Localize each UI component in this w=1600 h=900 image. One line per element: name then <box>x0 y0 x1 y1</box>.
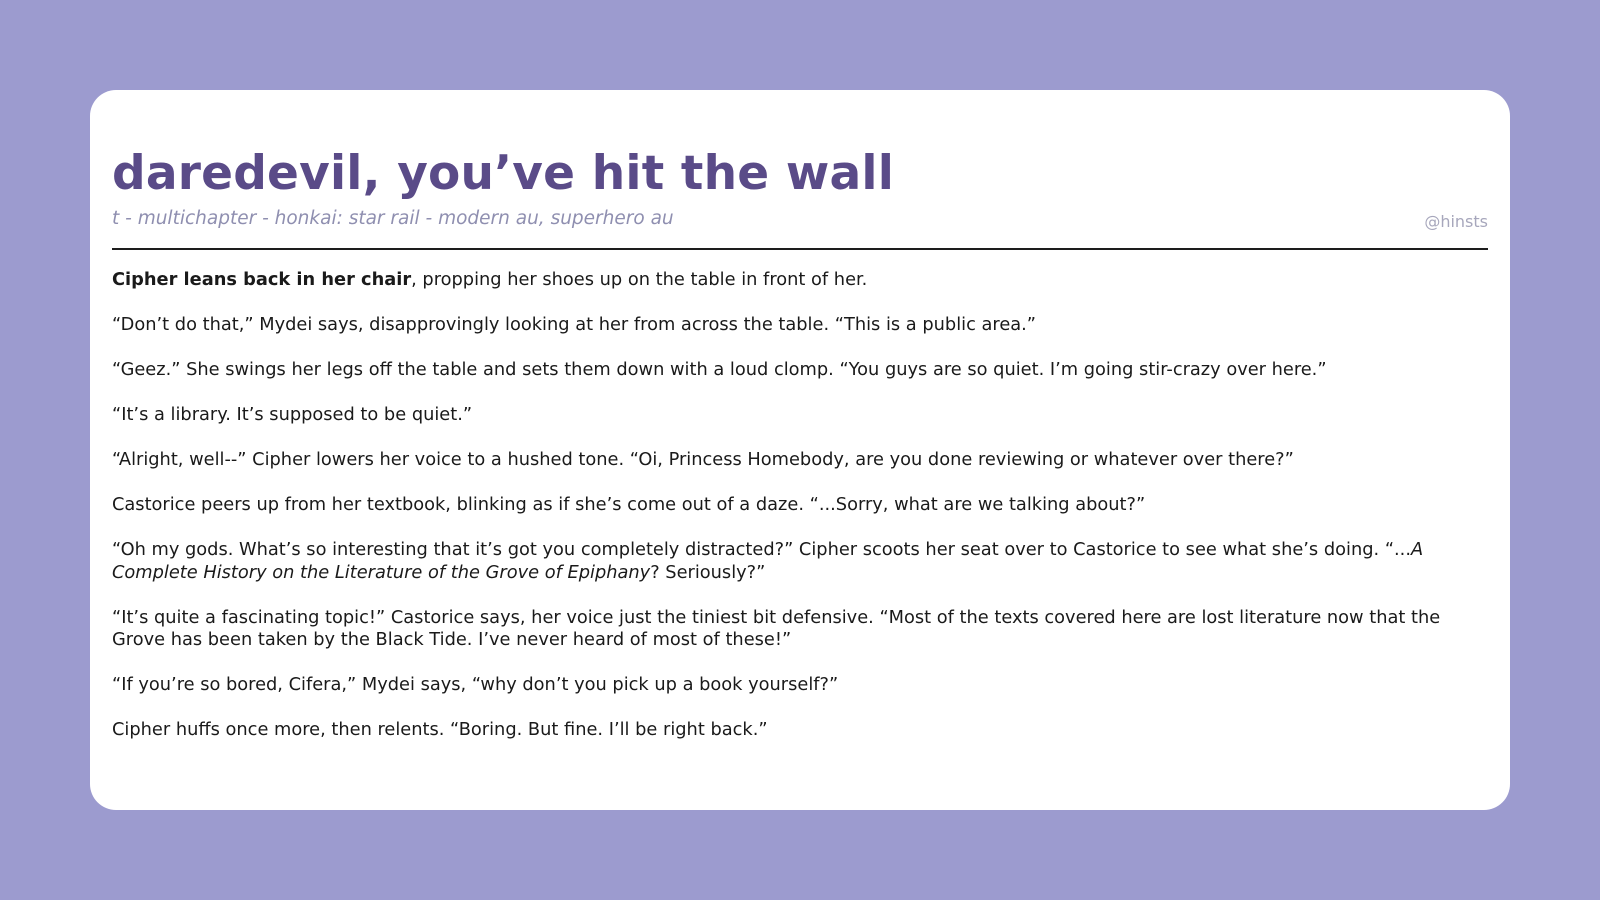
bold-opening: Cipher leans back in her chair <box>112 269 412 290</box>
paragraph-3: “Geez.” She swings her legs off the table and sets them down with a loud clomp. “You guys are so quiet. I’m going stir-crazy over here.” <box>112 359 1327 380</box>
paragraph-7 <box>112 539 1492 584</box>
paragraph-5: “Alright, well--” Cipher lowers her voice to a hushed tone. “Oi, Princess Homebody, are you done reviewing or whatever over there?” <box>112 449 1294 470</box>
paragraph-7-after: ? Seriously?” <box>650 561 766 583</box>
paragraph-6: Castorice peers up from her textbook, blinking as if she’s come out of a daze. “...Sorry, what are we talking about?” <box>112 494 1146 515</box>
paragraph-9: “If you’re so bored, Cifera,” Mydei says, “why don’t you pick up a book yourself?” <box>112 674 839 695</box>
paragraph-10: Cipher huffs once more, then relents. “Boring. But fine. I’ll be right back.” <box>112 719 768 740</box>
content-card <box>90 90 1510 810</box>
paragraph-4: “It’s a library. It’s supposed to be quiet.” <box>112 404 473 425</box>
book-title: A Complete History on the Literature of the Grove of Epiphany <box>112 539 1424 583</box>
page-title: daredevil, you’ve hit the wall <box>112 146 895 201</box>
paragraph-2: “Don’t do that,” Mydei says, disapprovingly looking at her from across the table. “This is a public area.” <box>112 314 1037 335</box>
paragraph-8: “It’s quite a fascinating topic!” Castorice says, her voice just the tiniest bit defensive. “Most of the texts covered here are lost literature now that the Grove has been taken by the Black Tide. I’ve never heard of most of these!” <box>112 606 1441 650</box>
paragraph-1-rest: , propping her shoes up on the table in front of her. <box>411 269 868 290</box>
tags-subtitle: t - multichapter - honkai: star rail - modern au, superhero au <box>112 208 674 229</box>
story-text <box>112 269 1492 764</box>
author-handle: @hinsts <box>1424 212 1488 231</box>
divider <box>112 248 1488 250</box>
paragraph-1 <box>112 269 1492 292</box>
paragraph-7-before: “Oh my gods. What’s so interesting that it’s got you completely distracted?” Cipher scoots her seat over to Castorice to see what she’s doing. “... <box>112 539 1411 560</box>
